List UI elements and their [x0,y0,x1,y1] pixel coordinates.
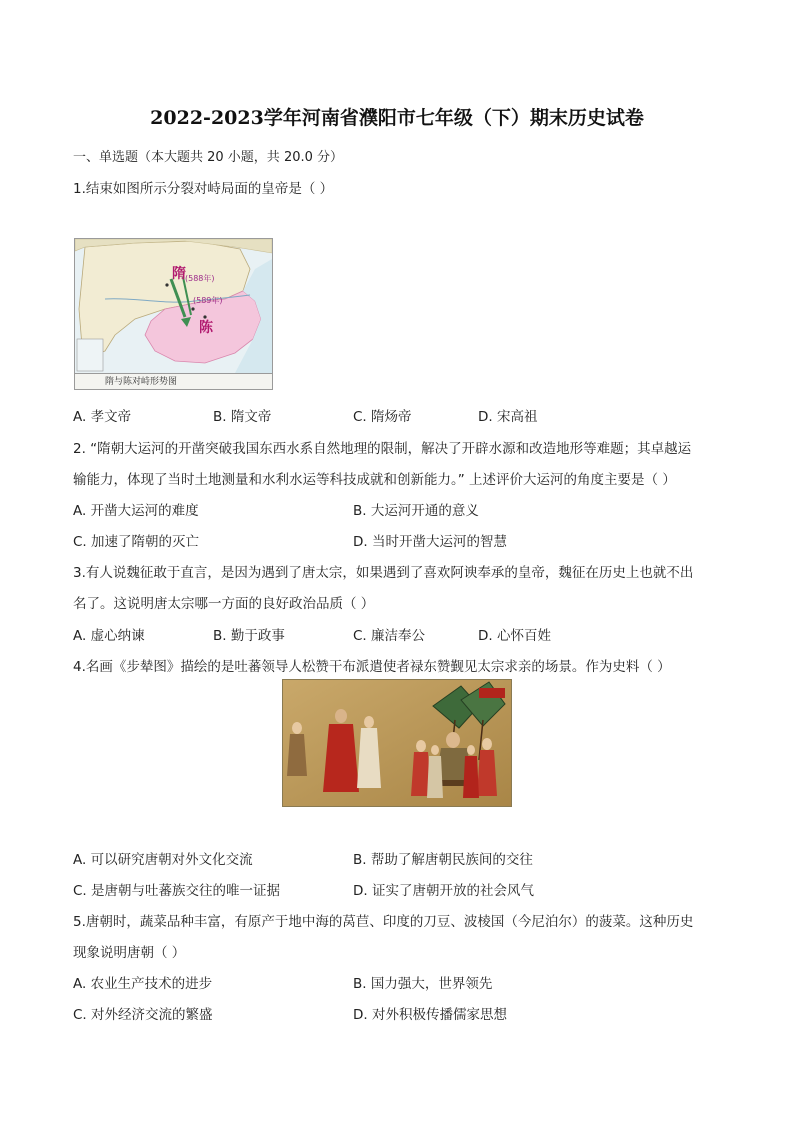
question-4-stem: 4.名画《步辇图》描绘的是吐蕃领导人松赞干布派遣使者禄东赞觐见太宗求亲的场景。作为史料（ ） [73,659,671,675]
map-label-year-589: (589年) [193,296,223,305]
section-heading: 一、单选题（本大题共 20 小题，共 20.0 分） [73,150,344,165]
map-caption: 隋与陈对峙形势图 [75,373,272,389]
q1-option-b[interactable]: B. 隋文帝 [213,409,272,425]
q4-option-b[interactable]: B. 帮助了解唐朝民族间的交往 [353,852,533,868]
q1-option-d[interactable]: D. 宋高祖 [478,409,538,425]
q3-option-d[interactable]: D. 心怀百姓 [478,628,551,644]
map-label-chen: 陈 [199,320,213,336]
q5-option-d[interactable]: D. 对外积极传播儒家思想 [353,1007,507,1023]
question-5-line-2: 现象说明唐朝（ ） [73,945,186,961]
question-3-line-1: 3.有人说魏征敢于直言，是因为遇到了唐太宗，如果遇到了喜欢阿谀奉承的皇帝，魏征在历史上也就不出 [73,565,694,581]
q1-option-a[interactable]: A. 孝文帝 [73,409,132,425]
q2-option-a[interactable]: A. 开凿大运河的难度 [73,503,199,519]
q1-option-c[interactable]: C. 隋炀帝 [353,409,412,425]
q4-option-d[interactable]: D. 证实了唐朝开放的社会风气 [353,883,534,899]
q4-option-c[interactable]: C. 是唐朝与吐蕃族交往的唯一证据 [73,883,281,899]
q2-option-b[interactable]: B. 大运河开通的意义 [353,503,479,519]
painting-drawing [283,680,511,806]
bunian-tu-painting [282,679,512,807]
map-label-sui: 隋 [172,266,186,282]
question-3-line-2: 名了。这说明唐太宗哪一方面的良好政治品质（ ） [73,596,375,612]
q5-option-c[interactable]: C. 对外经济交流的繁盛 [73,1007,213,1023]
q3-option-b[interactable]: B. 勤于政事 [213,628,285,644]
question-5-line-1: 5.唐朝时，蔬菜品种丰富，有原产于地中海的莴苣、印度的刀豆、波棱国（今尼泊尔）的菠菜。这种历史 [73,914,694,930]
question-1-stem: 1.结束如图所示分裂对峙局面的皇帝是（ ） [73,181,334,197]
q3-option-a[interactable]: A. 虚心纳谏 [73,628,145,644]
page-title: 2022-2023学年河南省濮阳市七年级（下）期末历史试卷 [150,107,644,129]
question-2-line-1: 2. “隋朝大运河的开凿突破我国东西水系自然地理的限制，解决了开辟水源和改造地形等难题；其卓越运 [73,441,692,457]
sui-chen-map [74,238,273,390]
map-drawing [75,239,272,373]
q4-option-a[interactable]: A. 可以研究唐朝对外文化交流 [73,852,253,868]
map-label-year-588: (588年) [185,274,215,283]
q2-option-d[interactable]: D. 当时开凿大运河的智慧 [353,534,507,550]
question-2-line-2: 输能力，体现了当时土地测量和水利水运等科技成就和创新能力。” 上述评价大运河的角度主要是（ ） [73,472,676,488]
q5-option-b[interactable]: B. 国力强大，世界领先 [353,976,493,992]
q3-option-c[interactable]: C. 廉洁奉公 [353,628,426,644]
q2-option-c[interactable]: C. 加速了隋朝的灭亡 [73,534,200,550]
q5-option-a[interactable]: A. 农业生产技术的进步 [73,976,213,992]
